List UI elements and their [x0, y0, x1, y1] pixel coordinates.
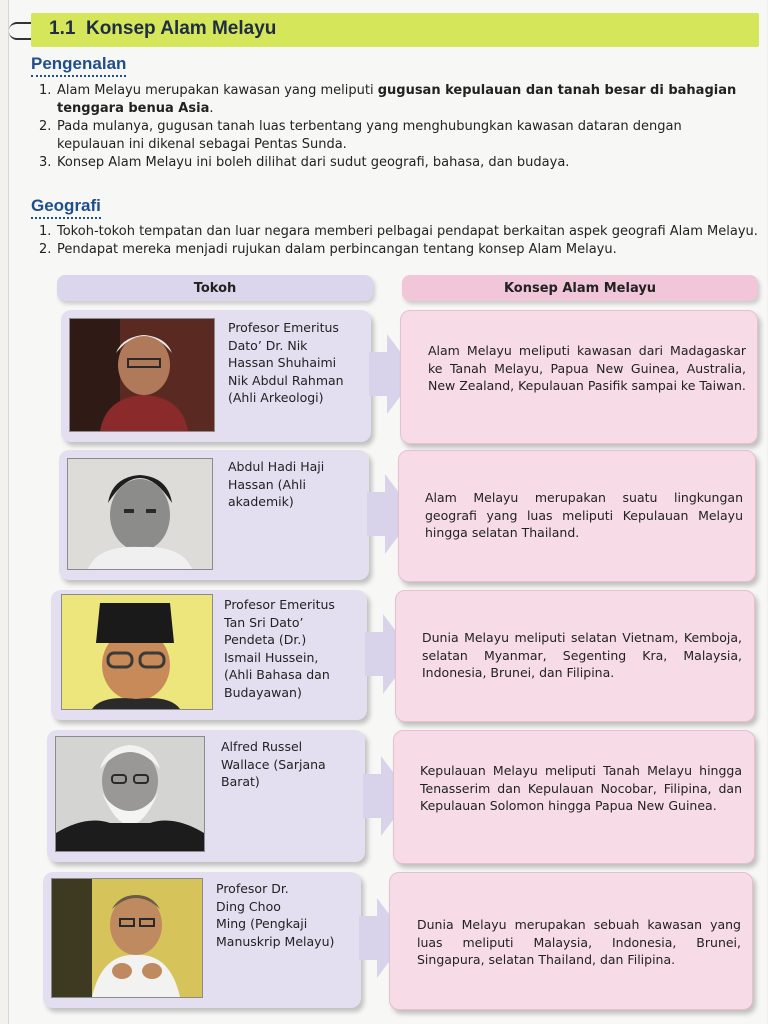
tokoh-name: Profesor Emeritus Dato’ Dr. Nik Hassan Shuhaimi Nik Abdul Rahman (Ahli Arkeologi) [228, 320, 344, 405]
portrait-photo [55, 736, 205, 852]
column-header-tokoh: Tokoh [57, 275, 373, 301]
portrait-photo [61, 594, 213, 710]
konsep-description: Kepulauan Melayu meliputi Tanah Melayu hingga Tenasserim dan Kepulauan Nocobar, Filipina, dan Kepulauan Solomon hingga Papua New Guinea. [420, 763, 742, 813]
geografi-heading: Geografi [31, 196, 101, 219]
column-header-konsep: Konsep Alam Melayu [402, 275, 758, 301]
list-item: 1. Alam Melayu merupakan kawasan yang meliputi gugusan kepulauan dan tanah besar di bahagian tenggara benua Asia. [39, 83, 737, 116]
pengenalan-heading: Pengenalan [31, 54, 126, 77]
pengenalan-list [31, 82, 751, 172]
tokoh-name: Abdul Hadi Haji Hassan (Ahli akademik) [228, 459, 325, 509]
portrait-photo [69, 318, 215, 432]
geografi-list [31, 223, 761, 259]
portrait-photo [67, 458, 213, 570]
list-item: 1. Tokoh-tokoh tempatan dan luar negara memberi pelbagai pendapat berkaitan aspek geografi Alam Melayu. [39, 224, 758, 239]
tokoh-name: Profesor Dr. Ding Choo Ming (Pengkaji Manuskrip Melayu) [216, 881, 335, 949]
section-title-text: Konsep Alam Melayu [85, 18, 277, 39]
portrait-photo [51, 878, 203, 998]
konsep-description: Alam Melayu meliputi kawasan dari Madagaskar ke Tanah Melayu, Papua New Guinea, Australia, New Zealand, Kepulauan Pasifik sampai ke Taiwan. [428, 343, 746, 393]
list-item: 3. Konsep Alam Melayu ini boleh dilihat dari sudut geografi, bahasa, dan budaya. [39, 155, 570, 170]
konsep-description: Alam Melayu merupakan suatu lingkungan geografi yang luas meliputi Kepulauan Melayu hingga selatan Thailand. [425, 490, 743, 540]
list-item: 2. Pendapat mereka menjadi rujukan dalam perbincangan tentang konsep Alam Melayu. [39, 242, 617, 257]
konsep-description: Dunia Melayu merupakan sebuah kawasan yang luas meliputi Malaysia, Indonesia, Brunei, Singapura, selatan Thailand, dan Filipina. [417, 917, 741, 967]
list-item: 2. Pada mulanya, gugusan tanah luas terbentang yang menghubungkan kawasan dataran dengan kepulauan ini dikenal sebagai Pentas Sunda. [39, 119, 682, 152]
textbook-page [8, 0, 767, 1024]
section-title [49, 18, 276, 40]
tokoh-name: Alfred Russel Wallace (Sarjana Barat) [221, 739, 326, 789]
tokoh-name: Profesor Emeritus Tan Sri Dato’ Pendeta (Dr.) Ismail Hussein, (Ahli Bahasa dan Budayawan) [224, 597, 335, 700]
section-number: 1.1 [49, 18, 76, 39]
konsep-description: Dunia Melayu meliputi selatan Vietnam, Kemboja, selatan Myanmar, Segenting Kra, Malaysia, Indonesia, Brunei, dan Filipina. [422, 630, 742, 680]
